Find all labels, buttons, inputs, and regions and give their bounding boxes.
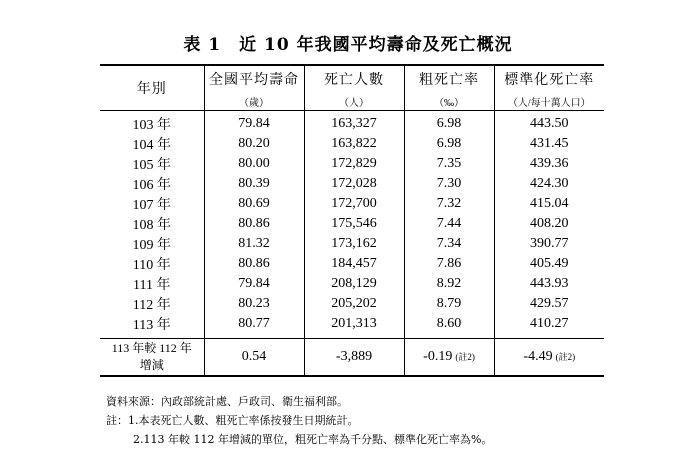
cell-std-rate: 405.49 [530, 256, 569, 271]
cell-year: 103 年 [100, 111, 204, 135]
cell-life-expectancy: 80.23 [204, 294, 304, 314]
table-title: 表 1 近 10 年我國平均壽命及死亡概況 [183, 35, 513, 55]
cell-deaths: 163,822 [304, 134, 404, 154]
header-deaths: 死亡人數 [304, 65, 404, 92]
cell-deaths: 201,313 [304, 314, 404, 339]
diff-std-note: (註2) [555, 352, 576, 363]
cell-crude-rate: 7.30 [404, 174, 494, 194]
cell-crude-rate: 8.60 [404, 314, 494, 339]
cell-life-expectancy: 80.00 [204, 154, 304, 174]
diff-deaths: -3,889 [304, 339, 404, 377]
cell-life-expectancy: 79.84 [204, 274, 304, 294]
cell-year: 108 年 [100, 214, 204, 234]
cell-std-rate: 429.57 [530, 296, 569, 311]
header-year: 年別 [100, 65, 204, 111]
unit-crude-rate: （‰） [404, 92, 494, 111]
cell-life-expectancy: 80.86 [204, 214, 304, 234]
cell-deaths: 175,546 [304, 214, 404, 234]
cell-year: 109 年 [100, 234, 204, 254]
cell-std-rate: 415.04 [530, 196, 569, 211]
cell-year: 110 年 [100, 254, 204, 274]
cell-deaths: 173,162 [304, 234, 404, 254]
diff-label [100, 339, 204, 377]
table-row [100, 294, 604, 314]
cell-std-rate: 424.30 [530, 176, 569, 191]
cell-deaths: 205,202 [304, 294, 404, 314]
cell-life-expectancy: 81.32 [204, 234, 304, 254]
cell-crude-rate: 7.35 [404, 154, 494, 174]
table-row [100, 214, 604, 234]
cell-crude-rate: 6.98 [404, 134, 494, 154]
header-std-rate: 標準化死亡率 [494, 65, 604, 92]
diff-label-line1: 113 年較 112 年 [111, 341, 192, 355]
cell-crude-rate: 7.34 [404, 234, 494, 254]
diff-crude-value: -0.19 [423, 349, 453, 364]
cell-std-rate: 410.27 [530, 316, 569, 331]
diff-std-value: -4.49 [523, 349, 553, 364]
footnotes [106, 392, 666, 449]
table-row [100, 314, 604, 339]
cell-std-rate: 439.36 [530, 156, 569, 171]
cell-year: 113 年 [100, 314, 204, 339]
cell-deaths: 163,327 [304, 111, 404, 135]
unit-life-expectancy: （歲） [204, 92, 304, 111]
unit-deaths: （人） [304, 92, 404, 111]
cell-std-rate: 408.20 [530, 216, 569, 231]
diff-life: 0.54 [204, 339, 304, 377]
diff-row [100, 339, 604, 377]
cell-year: 107 年 [100, 194, 204, 214]
cell-std-rate: 443.93 [530, 276, 569, 291]
cell-crude-rate: 7.44 [404, 214, 494, 234]
note-2: 2.113 年較 112 年增減的單位，粗死亡率為千分點、標準化死亡率為%。 [133, 433, 493, 446]
cell-deaths: 208,129 [304, 274, 404, 294]
cell-crude-rate: 8.92 [404, 274, 494, 294]
cell-life-expectancy: 80.69 [204, 194, 304, 214]
cell-life-expectancy: 79.84 [204, 111, 304, 135]
cell-deaths: 172,829 [304, 154, 404, 174]
cell-crude-rate: 6.98 [404, 111, 494, 135]
cell-year: 111 年 [100, 274, 204, 294]
cell-life-expectancy: 80.20 [204, 134, 304, 154]
table-row [100, 234, 604, 254]
cell-std-rate: 390.77 [530, 236, 569, 251]
table-row [100, 154, 604, 174]
table-row [100, 194, 604, 214]
cell-crude-rate: 8.79 [404, 294, 494, 314]
cell-life-expectancy: 80.86 [204, 254, 304, 274]
cell-crude-rate: 7.86 [404, 254, 494, 274]
cell-year: 112 年 [100, 294, 204, 314]
source-line: 資料來源：內政部統計處、戶政司、衛生福利部。 [106, 395, 348, 408]
header-crude-rate: 粗死亡率 [404, 65, 494, 92]
life-expectancy-table [100, 64, 604, 377]
note-1: 註：1.本表死亡人數、粗死亡率係按發生日期統計。 [106, 414, 359, 427]
diff-crude [404, 339, 494, 377]
cell-crude-rate: 7.32 [404, 194, 494, 214]
table-row [100, 174, 604, 194]
cell-life-expectancy: 80.77 [204, 314, 304, 339]
cell-year: 106 年 [100, 174, 204, 194]
cell-std-rate: 431.45 [530, 136, 569, 151]
cell-std-rate: 443.50 [530, 116, 569, 131]
header-life-expectancy: 全國平均壽命 [204, 65, 304, 92]
cell-deaths: 172,028 [304, 174, 404, 194]
table-row [100, 134, 604, 154]
cell-year: 105 年 [100, 154, 204, 174]
table-row [100, 111, 604, 135]
diff-std [494, 339, 604, 377]
cell-deaths: 184,457 [304, 254, 404, 274]
diff-crude-note: (註2) [455, 352, 475, 363]
cell-deaths: 172,700 [304, 194, 404, 214]
cell-life-expectancy: 80.39 [204, 174, 304, 194]
table-row [100, 254, 604, 274]
diff-label-line2: 增減 [139, 358, 164, 372]
table-row [100, 274, 604, 294]
cell-year: 104 年 [100, 134, 204, 154]
unit-std-rate: （人/每十萬人口） [494, 92, 604, 111]
table-body [100, 111, 604, 339]
